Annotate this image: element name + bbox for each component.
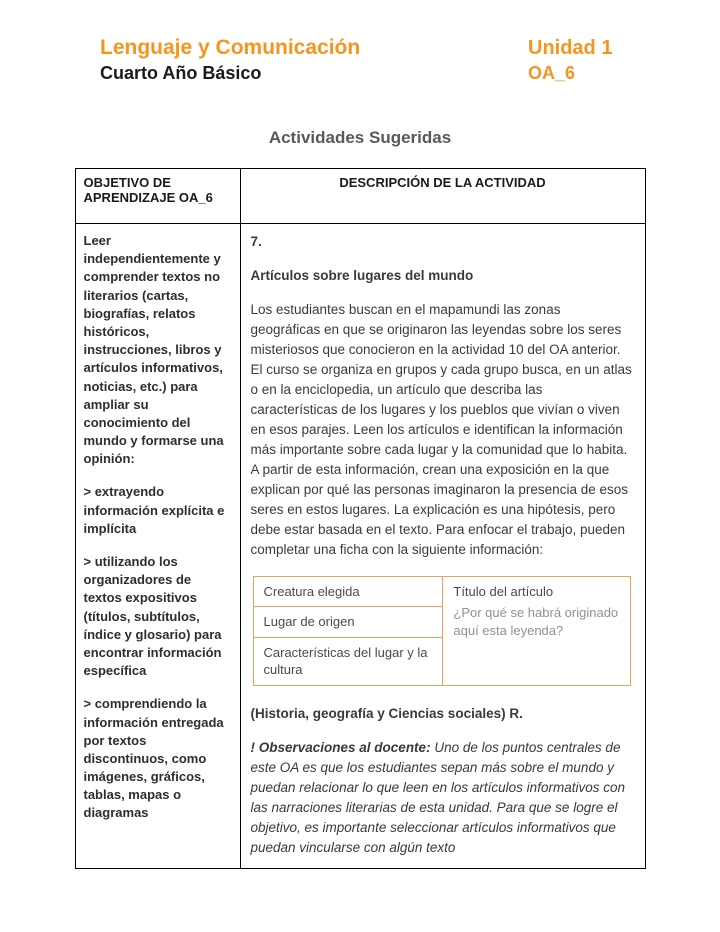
course-title: Lenguaje y Comunicación — [100, 36, 361, 59]
ficha-row-characteristics: Características del lugar y la cultura — [263, 644, 428, 678]
activity-body: Los estudiantes buscan en el mapamundi las zonas geográficas en que se originaron las leyendas sobre los seres misteriosos que conocieron en la actividad 10 del OA anterior. El curso se organiza en grupos y cada grupo busca, en un atlas o en la enciclopedia, un artículo que describa las características de los lugares y los pueblos que vivían o viven en esos parajes. Leen los artículos e identifican la información más importante sobre cada lugar y la comunidad que lo habita. A partir de esta información, crean una exposición en la que explican por qué las personas imaginaron la presencia de esos seres en estos lugares. La explicación es una hipótesis, pero debe estar basada en el texto. Para enfocar el trabajo, pueden completar una ficha con la siguiente información: — [250, 301, 632, 557]
activity-title: Artículos sobre lugares del mundo — [250, 267, 474, 283]
oa-label: OA_6 — [528, 63, 576, 83]
description-header-cell: DESCRIPCIÓN DE LA ACTIVIDAD — [240, 169, 645, 224]
unit-label: Unidad 1 — [528, 37, 613, 59]
ficha-question: ¿Por qué se habrá originado aquí esta leyenda? — [453, 604, 619, 638]
activities-table — [75, 168, 646, 869]
ficha-left-column — [254, 577, 444, 685]
table-body-row — [75, 224, 645, 869]
description-cell — [240, 224, 645, 869]
ficha-right-column — [443, 577, 629, 685]
table-header-row — [75, 169, 645, 224]
ficha-row-creature: Creatura elegida — [254, 577, 443, 608]
header-row-2 — [100, 60, 620, 84]
subject-tag: (Historia, geografía y Ciencias sociales) R. — [250, 705, 523, 721]
objective-header-cell: OBJETIVO DE APRENDIZAJE OA_6 — [75, 169, 240, 224]
teacher-note-text: Uno de los puntos centrales de este OA es que los estudiantes sepan más sobre el mundo y puedan relacionar lo que leen en los artículos informativos con las narraciones literarias de esta unidad. Para que se logre el objetivo, es importante seleccionar artículos informativos que puedan vincularse con algún texto — [250, 739, 625, 855]
ficha-row-place: Lugar de origen — [254, 607, 443, 638]
objective-intro: Leer independientemente y comprender textos no literarios (cartas, biografías, relatos históricos, instrucciones, libros y artículos informativos, noticias, etc.) para ampliar su conocimiento del mundo y formarse una opinión: — [83, 233, 224, 467]
objective-cell — [75, 224, 240, 869]
grade-title: Cuarto Año Básico — [100, 63, 262, 83]
objective-bullet: > extrayendo información explícita e implícita — [83, 484, 225, 536]
ficha-table — [253, 576, 631, 686]
header-row-1 — [100, 36, 620, 60]
teacher-note — [251, 738, 633, 858]
teacher-note-label: ! Observaciones al docente: — [250, 739, 431, 755]
objective-bullet: > comprendiendo la información entregada por textos discontinuos, como imágenes, gráficos, tablas, mapas o diagramas — [83, 696, 224, 821]
ficha-article-title: Título del artículo — [453, 583, 554, 599]
document-header — [0, 0, 720, 84]
activity-number: 7. — [250, 234, 262, 249]
section-title: Actividades Sugeridas — [268, 128, 452, 147]
objective-bullet: > utilizando los organizadores de textos expositivos (títulos, subtítulos, índice y glosario) para encontrar información específica — [83, 554, 222, 679]
